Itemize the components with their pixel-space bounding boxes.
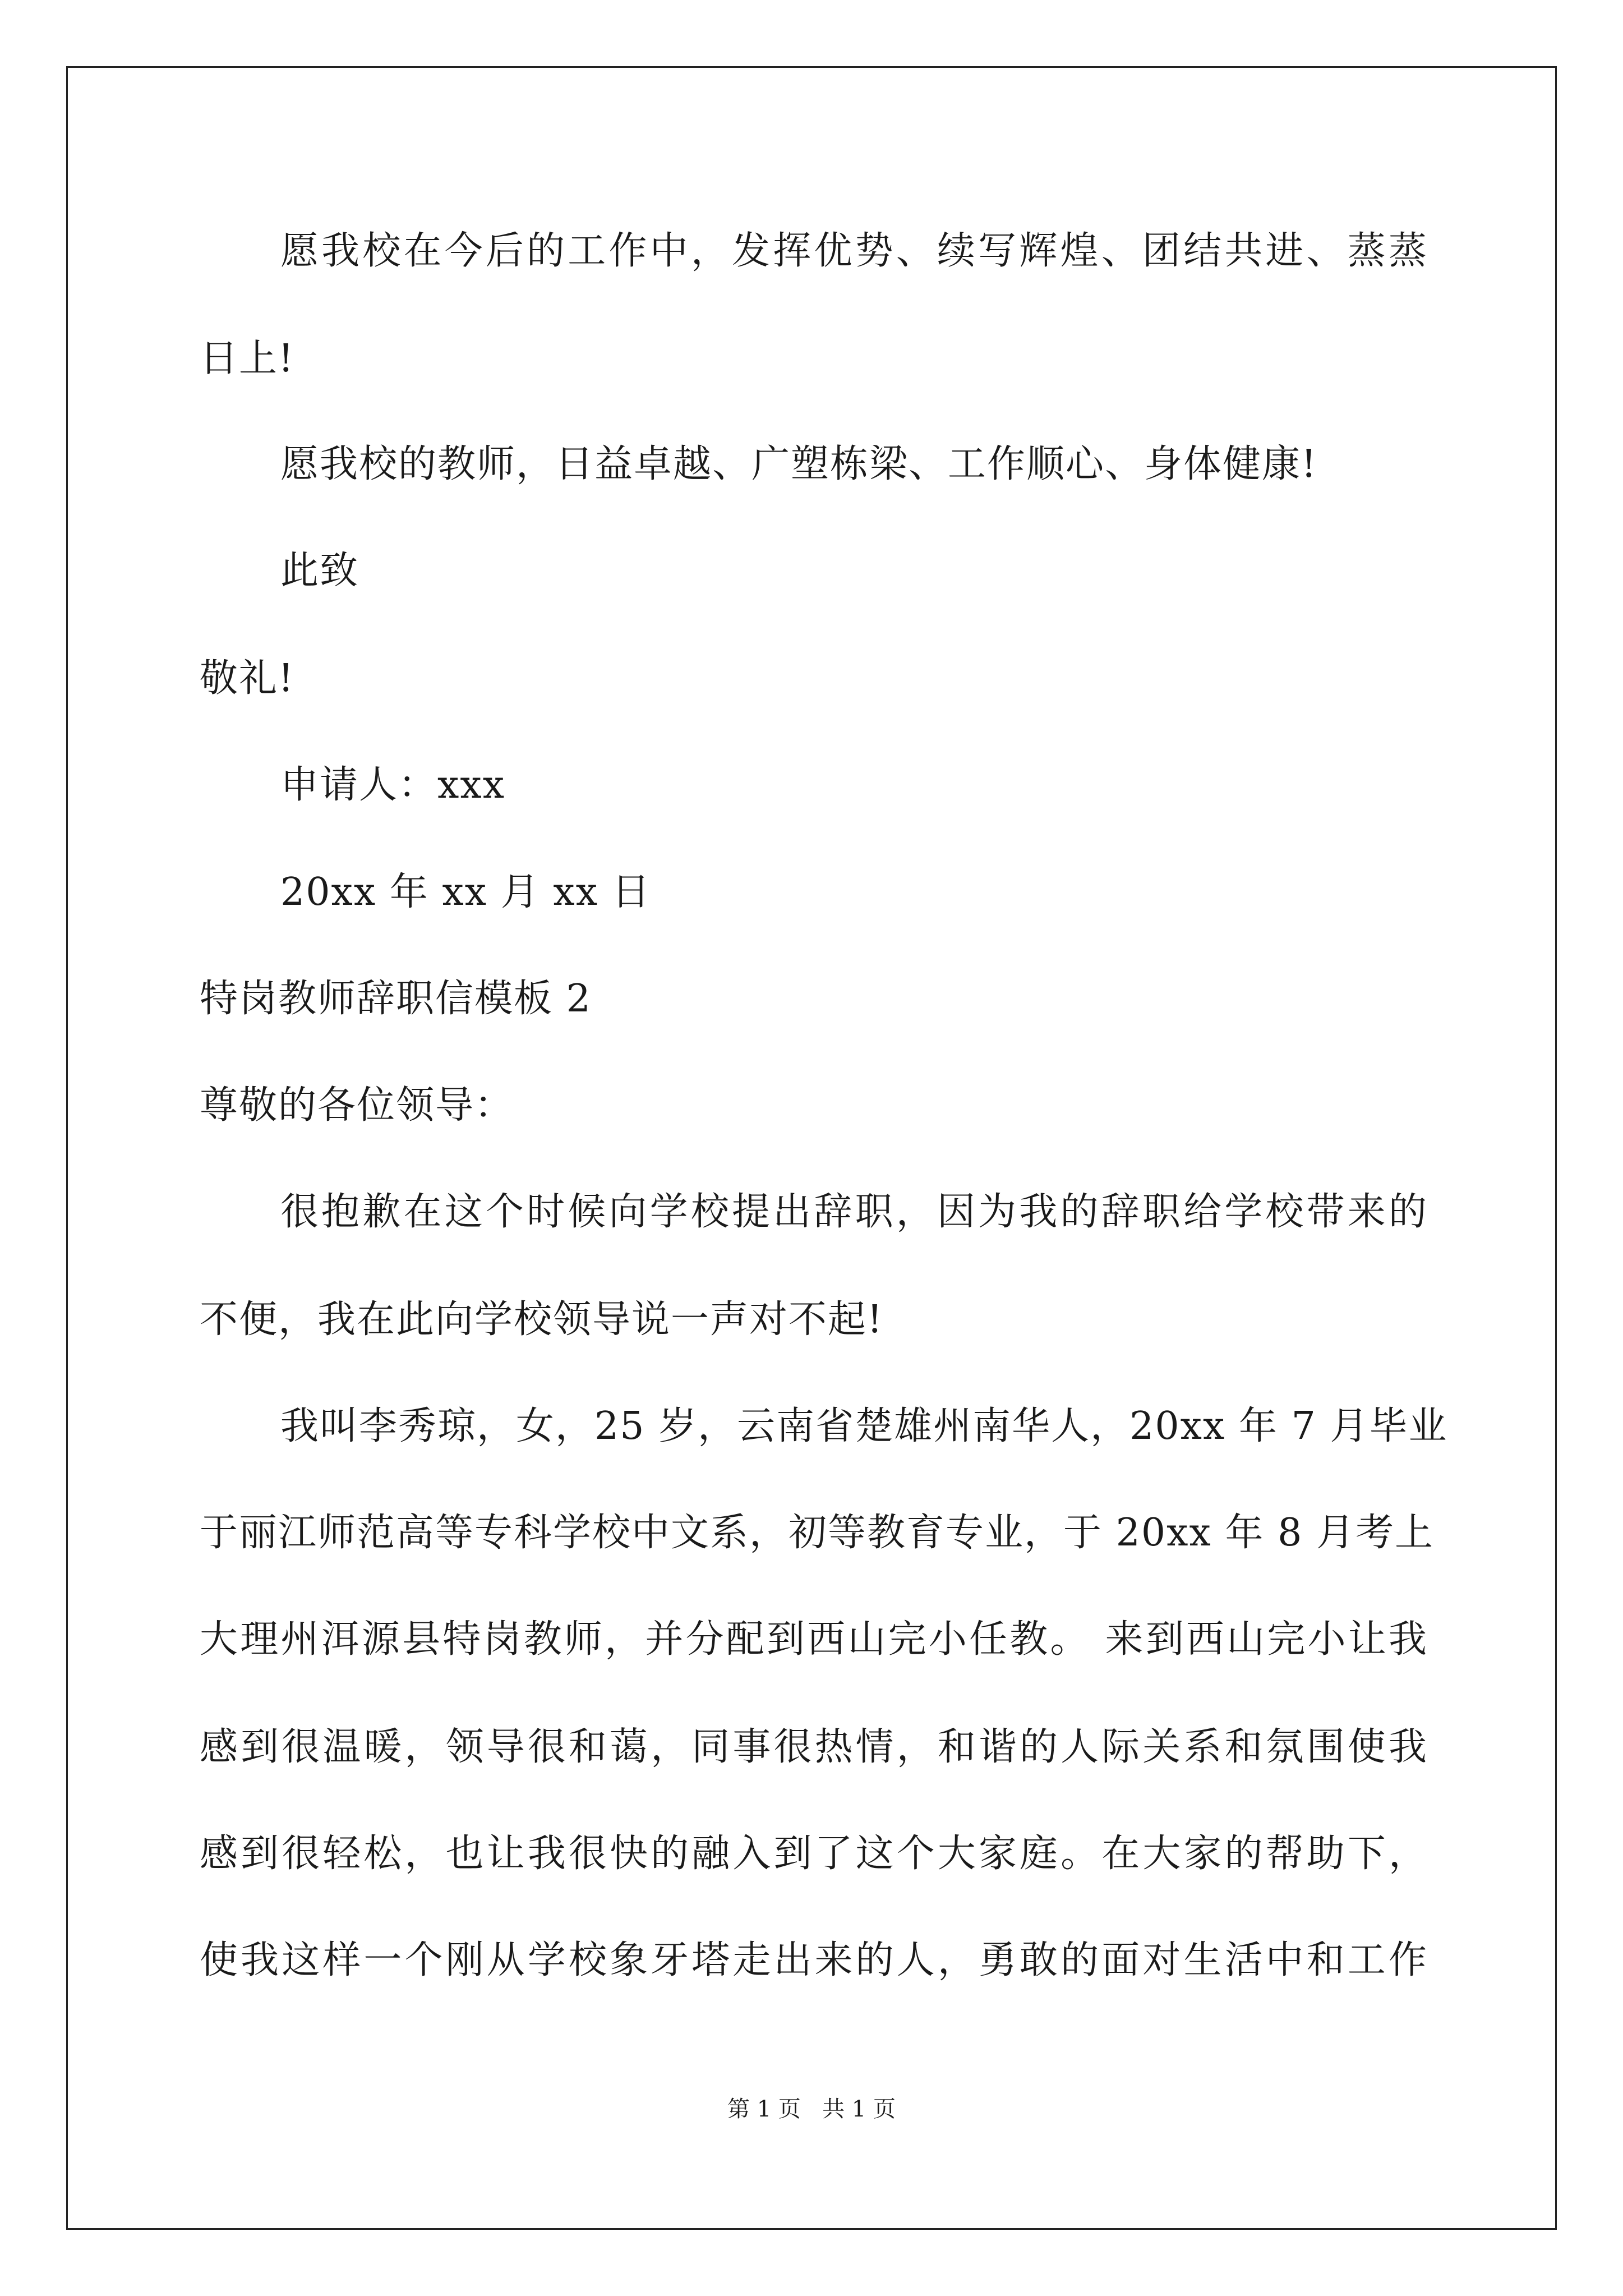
greeting: 尊敬的各位领导： bbox=[200, 1083, 514, 1128]
paragraph-line: 愿我校在今后的工作中，发挥优势、续写辉煌、团结共进、蒸蒸 bbox=[280, 229, 1428, 273]
paragraph-line: 我叫李秀琼，女，25 岁，云南省楚雄州南华人，20xx 年 7 月毕业 bbox=[280, 1404, 1448, 1448]
paragraph-line: 于丽江师范高等专科学校中文系，初等教育专业，于 20xx 年 8 月考上 bbox=[200, 1511, 1434, 1555]
salutation-closing: 敬礼! bbox=[200, 656, 295, 701]
paragraph-line: 愿我校的教师，日益卓越、广塑栋梁、工作顺心、身体健康! bbox=[280, 442, 1318, 486]
closing-phrase: 此致 bbox=[280, 549, 359, 593]
paragraph-line: 很抱歉在这个时候向学校提出辞职，因为我的辞职给学校带来的 bbox=[280, 1190, 1428, 1234]
paragraph-line: 大理州洱源县特岗教师，并分配到西山完小任教。 来到西山完小让我 bbox=[200, 1617, 1428, 1662]
page-border bbox=[66, 66, 1557, 2230]
paragraph-line: 日上! bbox=[200, 337, 295, 381]
paragraph-line: 不便，我在此向学校领导说一声对不起! bbox=[200, 1297, 884, 1342]
page-footer: 第 1 页 共 1 页 bbox=[727, 2096, 896, 2122]
letter-date: 20xx 年 xx 月 xx 日 bbox=[280, 870, 651, 914]
paragraph-line: 感到很温暖，领导很和蔼，同事很热情，和谐的人际关系和氛围使我 bbox=[200, 1725, 1428, 1769]
applicant-signature: 申请人：xxx bbox=[280, 763, 506, 807]
section-title: 特岗教师辞职信模板 2 bbox=[200, 977, 592, 1021]
paragraph-line: 使我这样一个刚从学校象牙塔走出来的人，勇敢的面对生活中和工作 bbox=[200, 1938, 1428, 1982]
paragraph-line: 感到很轻松，也让我很快的融入到了这个大家庭。在大家的帮助下， bbox=[200, 1832, 1428, 1876]
